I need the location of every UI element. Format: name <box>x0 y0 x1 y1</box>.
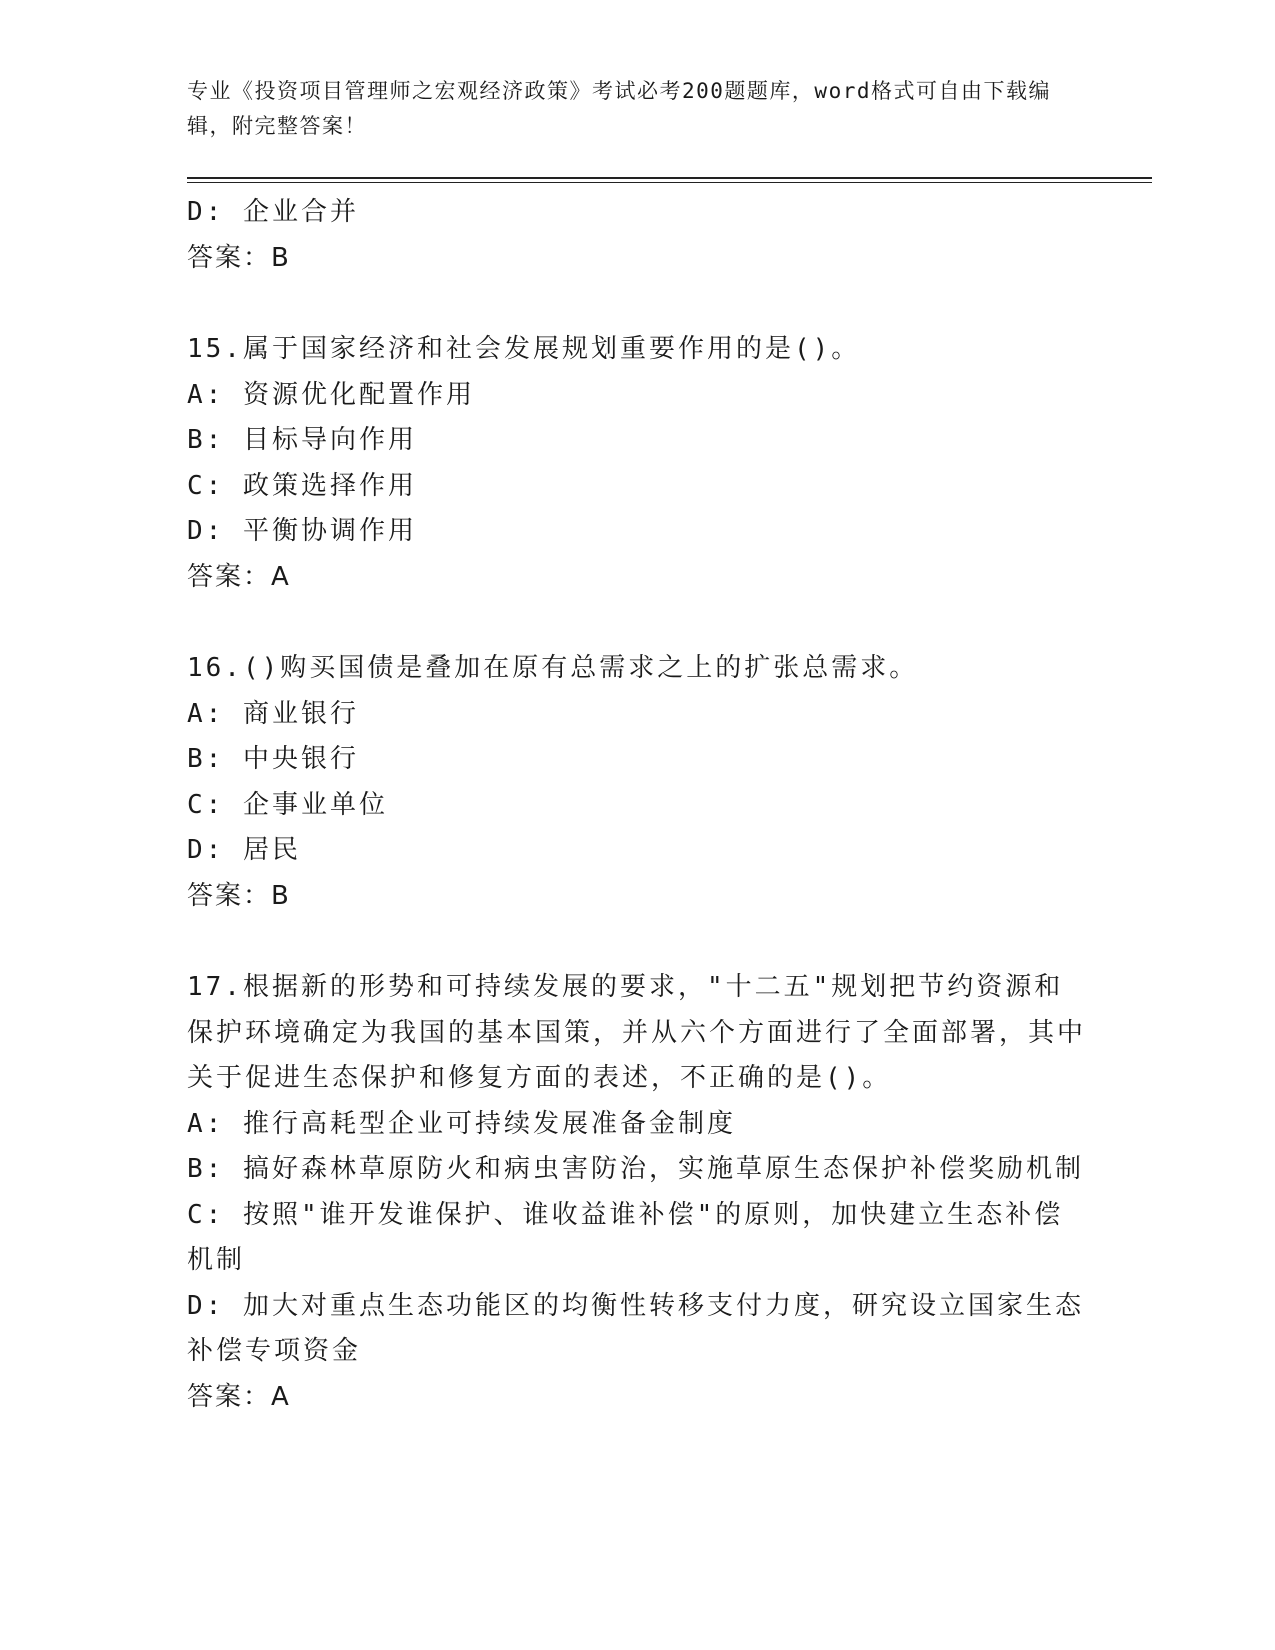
question-stem: 15.属于国家经济和社会发展规划重要作用的是()。 <box>187 334 861 364</box>
option-c: C: 企事业单位 <box>187 789 388 820</box>
option-b: B: 搞好森林草原防火和病虫害防治，实施草原生态保护补偿奖励机制 <box>187 1154 1084 1184</box>
spacer <box>187 600 1087 646</box>
spacer <box>187 919 1087 965</box>
header-rule-thin <box>187 182 1152 183</box>
option-d: D: 加大对重点生态功能区的均衡性转移支付力度，研究设立国家生态补偿专项资金 <box>187 1290 1084 1366</box>
spacer <box>187 281 1087 327</box>
option-d: D: 企业合并 <box>187 197 359 227</box>
option-b: B: 目标导向作用 <box>187 425 417 455</box>
question-17 <box>187 965 1087 1420</box>
option-c: C: 政策选择作用 <box>187 470 417 501</box>
answer-label: 答案：B <box>187 242 291 273</box>
option-b: B: 中央银行 <box>187 744 359 774</box>
question-stem: 17.根据新的形势和可持续发展的要求，"十二五"规划把节约资源和保护环境确定为我国的基本国策，并从六个方面进行了全面部署，其中关于促进生态保护和修复方面的表述，不正确的是()。 <box>187 972 1087 1093</box>
question-14-continuation <box>187 190 1087 281</box>
answer-label: 答案：B <box>187 880 291 911</box>
answer-label: 答案：A <box>187 1381 291 1412</box>
option-a: A: 商业银行 <box>187 698 359 729</box>
option-d: D: 平衡协调作用 <box>187 516 417 546</box>
question-16 <box>187 646 1087 919</box>
page-header <box>187 74 1077 144</box>
document-body <box>187 190 1087 1420</box>
question-15 <box>187 327 1087 600</box>
option-a: A: 推行高耗型企业可持续发展准备金制度 <box>187 1108 736 1139</box>
option-c: C: 按照"谁开发谁保护、谁收益谁补偿"的原则，加快建立生态补偿机制 <box>187 1199 1064 1275</box>
header-title: 专业《投资项目管理师之宏观经济政策》考试必考200题题库，word格式可自由下载编辑，附完整答案！ <box>187 79 1051 138</box>
answer-label: 答案：A <box>187 561 291 592</box>
header-rule-thick <box>187 177 1152 179</box>
question-stem: 16.()购买国债是叠加在原有总需求之上的扩张总需求。 <box>187 653 919 683</box>
option-a: A: 资源优化配置作用 <box>187 379 475 410</box>
option-d: D: 居民 <box>187 835 301 865</box>
